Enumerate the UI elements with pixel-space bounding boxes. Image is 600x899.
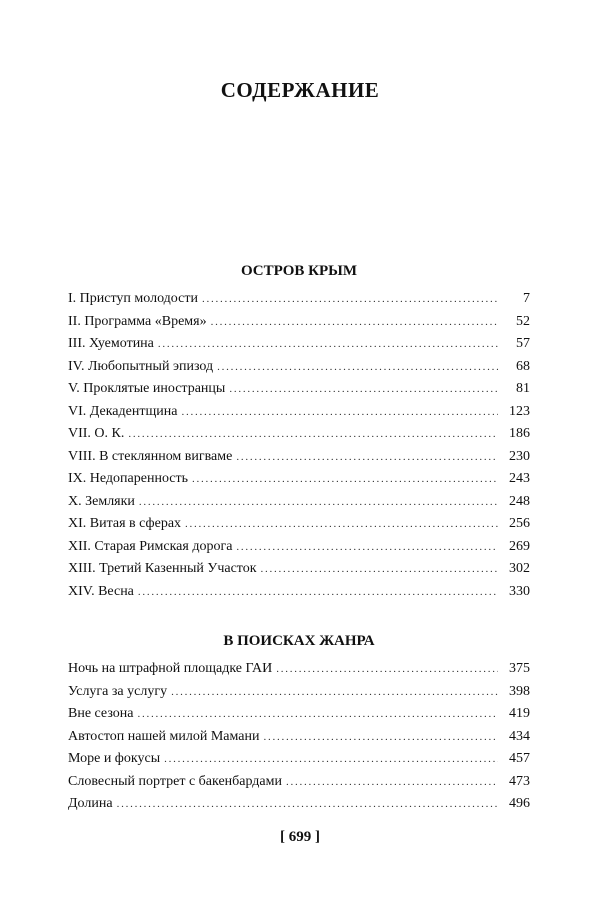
toc-entry-title: XIII. Третий Казенный Участок [68, 561, 257, 576]
toc-entry-page: 302 [509, 561, 530, 576]
section-title: В ПОИСКАХ ЖАНРА [223, 633, 375, 649]
toc-entry-title: Вне сезона [68, 706, 134, 721]
dot-leader [263, 726, 498, 749]
dot-leader [276, 658, 498, 681]
toc-list [68, 658, 530, 816]
dot-leader [217, 356, 498, 379]
dot-leader [171, 681, 498, 704]
toc-entry [68, 491, 530, 514]
toc-entry-title: IX. Недопаренность [68, 471, 189, 486]
toc-entry-page: 243 [509, 471, 530, 486]
dot-leader [137, 703, 498, 726]
toc-entry-title: VIII. В стеклянном вигваме [68, 448, 233, 464]
toc-entry [68, 468, 530, 491]
dot-leader [138, 581, 498, 604]
toc-entry-page: 248 [509, 493, 530, 509]
toc-entry-page: 496 [509, 796, 530, 811]
page-number: [ 699 ] [280, 829, 320, 845]
toc-entry-page: 375 [509, 661, 530, 676]
toc-entry [68, 748, 530, 771]
dot-leader [117, 793, 498, 816]
toc-entry [68, 378, 530, 401]
page-title: СОДЕРЖАНИЕ [220, 78, 380, 102]
dot-leader [202, 288, 498, 311]
toc-entry-title: VI. Декадентщина [68, 403, 178, 419]
toc-entry-page: 473 [509, 773, 530, 789]
toc-entry-page: 457 [509, 751, 530, 766]
toc-entry-title: XIV. Весна [68, 583, 134, 599]
toc-entry-page: 123 [509, 403, 530, 419]
toc-entry-page: 7 [523, 291, 530, 306]
toc-entry-title: XI. Витая в сферах [68, 516, 182, 531]
toc-entry [68, 423, 530, 446]
dot-leader [211, 311, 498, 334]
dot-leader [181, 401, 498, 424]
toc-entry-title: Автостоп нашей милой Мамани [68, 728, 260, 744]
toc-entry-page: 256 [509, 516, 530, 531]
toc-entry [68, 513, 530, 536]
toc-entry-title: I. Приступ молодости [68, 291, 198, 306]
toc-entry [68, 401, 530, 424]
dot-leader [164, 748, 498, 771]
dot-leader [192, 468, 498, 491]
toc-entry [68, 356, 530, 379]
toc-entry-title: Услуга за услугу [68, 683, 168, 699]
toc-entry [68, 536, 530, 559]
dot-leader [236, 536, 498, 559]
toc-entry [68, 333, 530, 356]
toc-entry-page: 57 [516, 336, 530, 351]
toc-entry [68, 771, 530, 794]
toc-list [68, 288, 530, 603]
toc-entry [68, 793, 530, 816]
toc-entry-title: Ночь на штрафной площадке ГАИ [68, 661, 273, 676]
toc-entry [68, 681, 530, 704]
dot-leader [236, 446, 498, 469]
toc-entry-page: 398 [509, 683, 530, 699]
toc-entry-title: II. Программа «Время» [68, 313, 207, 329]
toc-entry-page: 186 [509, 426, 530, 441]
toc-entry [68, 581, 530, 604]
section-title: ОСТРОВ КРЫМ [240, 263, 358, 279]
toc-entry [68, 288, 530, 311]
toc-entry-title: Словесный портрет с бакенбардами [68, 773, 282, 789]
toc-entry-title: Море и фокусы [68, 751, 161, 766]
toc-entry-title: X. Земляки [68, 493, 135, 509]
toc-entry [68, 558, 530, 581]
toc-entry-page: 68 [516, 358, 530, 374]
toc-entry-page: 52 [516, 313, 530, 329]
toc-entry-page: 269 [509, 538, 530, 554]
toc-entry [68, 658, 530, 681]
toc-entry-title: Долина [68, 796, 113, 811]
dot-leader [286, 771, 498, 794]
toc-section-v-poiskah-zhanra [68, 628, 530, 816]
toc-entry-page: 230 [509, 448, 530, 464]
dot-leader [139, 491, 498, 514]
toc-entry-title: V. Проклятые иностранцы [68, 381, 226, 396]
toc-entry [68, 703, 530, 726]
toc-entry-page: 330 [509, 583, 530, 599]
dot-leader [229, 378, 498, 401]
toc-entry-title: XII. Старая Римская дорога [68, 538, 233, 554]
toc-entry [68, 726, 530, 749]
toc-entry-title: III. Хуемотина [68, 336, 154, 351]
toc-entry-title: VII. О. К. [68, 426, 125, 441]
toc-entry-page: 419 [509, 706, 530, 721]
toc-entry-title: IV. Любопытный эпизод [68, 358, 214, 374]
toc-entry [68, 311, 530, 334]
dot-leader [158, 333, 498, 356]
dot-leader [128, 423, 498, 446]
toc-entry [68, 446, 530, 469]
toc-section-ostrov-krym [68, 258, 530, 603]
dot-leader [185, 513, 498, 536]
toc-entry-page: 434 [509, 728, 530, 744]
toc-entry-page: 81 [516, 381, 530, 396]
dot-leader [261, 558, 498, 581]
